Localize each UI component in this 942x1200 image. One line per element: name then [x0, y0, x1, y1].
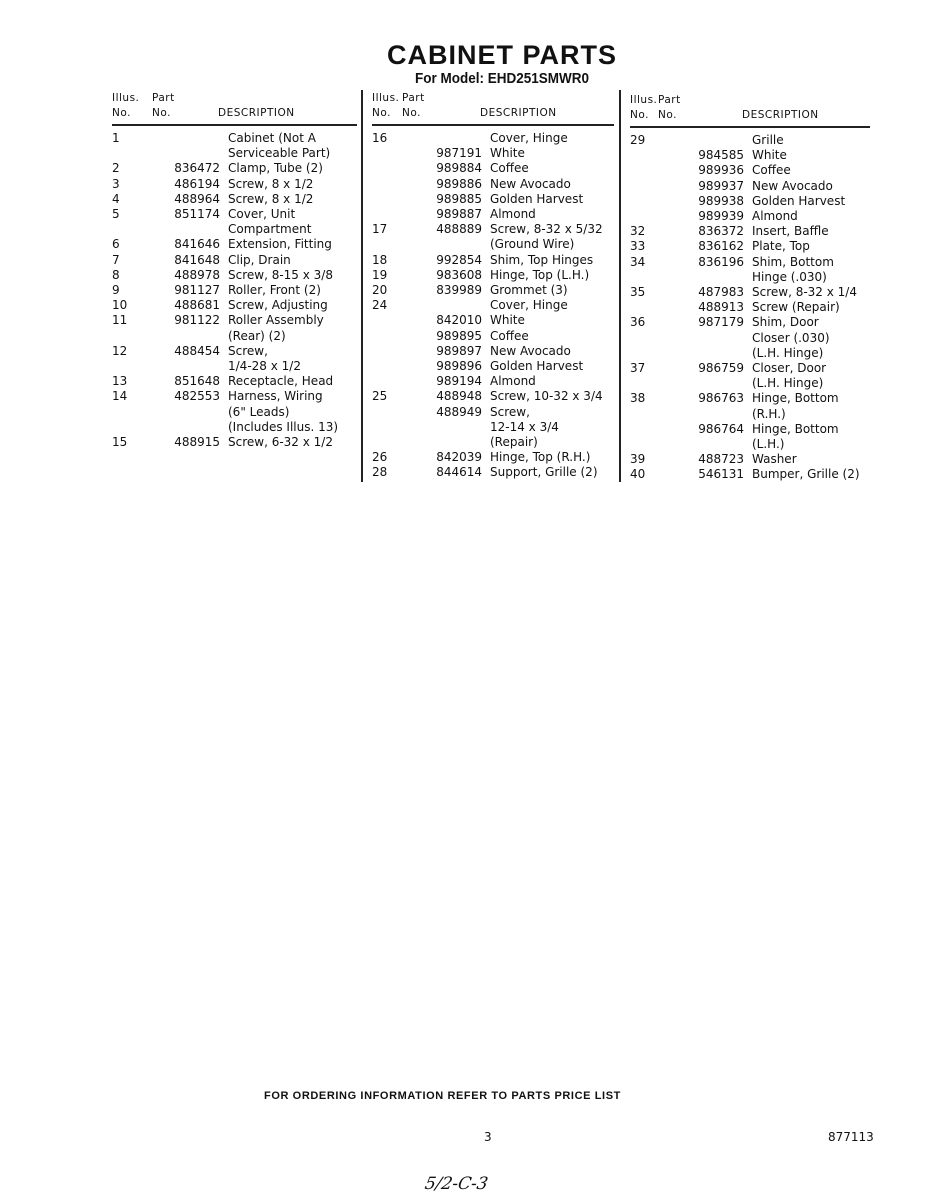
part-description: Plate, Top	[752, 239, 810, 254]
part-number	[166, 222, 228, 237]
table-row	[630, 163, 870, 178]
part-description: Screw, 8-32 x 1/4	[752, 285, 857, 300]
illus-number: 33	[630, 239, 646, 254]
header-label: DESCRIPTION	[218, 107, 295, 119]
illus-number	[372, 177, 416, 192]
column-divider	[361, 90, 363, 482]
part-description: Hinge, Top (R.H.)	[490, 450, 591, 465]
table-row	[372, 374, 614, 389]
part-description: Almond	[490, 207, 536, 222]
part-number: 841646	[174, 237, 220, 252]
table-row	[112, 237, 357, 252]
part-description: (6" Leads)	[228, 404, 290, 419]
illus-number: 26	[372, 450, 388, 465]
part-description: Cover, Hinge	[490, 131, 568, 145]
header-label: Part	[658, 94, 681, 106]
part-description: Screw,	[490, 404, 530, 419]
part-description: Cover, Unit	[228, 207, 296, 222]
illus-number	[112, 329, 166, 344]
part-number	[672, 331, 752, 346]
part-description: Shim, Door	[752, 315, 819, 330]
illus-number	[372, 207, 416, 222]
illus-number	[630, 346, 672, 361]
part-number: 844614	[436, 465, 482, 480]
table-row	[372, 465, 614, 480]
part-number: 989884	[436, 161, 482, 176]
part-number	[672, 133, 752, 148]
part-number	[672, 376, 752, 391]
model-subtitle: For Model: EHD251SMWR0	[414, 70, 590, 87]
illus-number: 15	[112, 435, 128, 450]
table-row	[630, 467, 870, 482]
part-description: White	[490, 313, 525, 328]
illus-number	[630, 300, 672, 315]
table-row	[372, 344, 614, 359]
illus-number	[630, 163, 672, 178]
part-number: 488949	[436, 404, 482, 419]
illus-number	[630, 422, 672, 437]
part-number: 487983	[698, 285, 744, 300]
part-number	[672, 270, 752, 285]
table-row	[112, 405, 357, 420]
part-number: 989938	[698, 193, 744, 208]
part-description: Golden Harvest	[752, 193, 846, 208]
table-row	[372, 435, 614, 450]
illus-number	[630, 331, 672, 346]
part-description: Insert, Baffle	[752, 224, 829, 239]
part-number: 841648	[174, 252, 220, 267]
illus-number	[372, 405, 416, 420]
part-number: 992854	[436, 252, 482, 267]
part-number: 986763	[698, 391, 744, 406]
part-description: Screw,	[228, 343, 268, 358]
table-row	[372, 253, 614, 268]
table-row	[112, 207, 357, 222]
table-row	[372, 207, 614, 222]
part-description: (R.H.)	[752, 406, 786, 421]
part-number: 836162	[698, 239, 744, 254]
part-number: 488723	[698, 452, 744, 467]
part-description: 1/4-28 x 1/2	[228, 359, 301, 374]
part-number: 488454	[174, 343, 220, 358]
table-header	[112, 92, 357, 122]
illus-number	[112, 146, 166, 161]
part-description: Screw, 8 x 1/2	[228, 191, 314, 206]
part-number: 984585	[698, 148, 744, 163]
part-description: Cabinet (Not A	[228, 131, 316, 145]
part-number: 989897	[436, 343, 482, 358]
table-row	[372, 237, 614, 252]
part-number	[672, 407, 752, 422]
illus-number: 13	[112, 374, 128, 389]
part-number	[166, 131, 228, 146]
table-row	[630, 255, 870, 270]
part-description: Coffee	[752, 163, 791, 178]
part-description: Closer (.030)	[752, 330, 830, 345]
part-number: 486194	[174, 176, 220, 191]
illus-number	[372, 329, 416, 344]
header-label: No.	[402, 107, 421, 119]
part-description: Roller, Front (2)	[228, 283, 321, 298]
illus-number	[372, 146, 416, 161]
part-number: 981122	[174, 313, 220, 328]
table-row	[372, 405, 614, 420]
table-row	[372, 192, 614, 207]
page-title: CABINET PARTS	[386, 40, 617, 70]
illus-number: 34	[630, 254, 646, 269]
table-row	[372, 222, 614, 237]
illus-number: 20	[372, 283, 388, 298]
part-description: Cover, Hinge	[490, 298, 568, 313]
document-number: 877113	[828, 1130, 874, 1144]
part-description: Shim, Top Hinges	[490, 252, 594, 267]
part-description: Extension, Fitting	[228, 237, 332, 252]
part-description: Washer	[752, 452, 797, 467]
header-label: No.	[372, 107, 391, 119]
part-number	[672, 437, 752, 452]
part-number: 989886	[436, 176, 482, 191]
table-row	[112, 420, 357, 435]
part-number: 836472	[174, 161, 220, 176]
header-label: Illus.	[372, 92, 400, 104]
part-description: Harness, Wiring	[228, 389, 323, 404]
part-number: 482553	[174, 389, 220, 404]
header-label: DESCRIPTION	[480, 107, 557, 119]
part-description: Golden Harvest	[490, 191, 584, 206]
illus-number: 19	[372, 267, 388, 282]
part-number: 989885	[436, 191, 482, 206]
header-label: No.	[152, 107, 171, 119]
table-row	[630, 376, 870, 391]
part-description: (Includes Illus. 13)	[228, 419, 339, 434]
part-description: (Rear) (2)	[228, 328, 286, 343]
illus-number: 37	[630, 361, 646, 376]
part-number	[416, 420, 490, 435]
part-number: 987191	[436, 146, 482, 161]
part-description: (L.H. Hinge)	[752, 345, 824, 360]
illus-number: 39	[630, 452, 646, 467]
table-row	[630, 224, 870, 239]
part-number: 986764	[698, 421, 744, 436]
part-description: New Avocado	[490, 343, 571, 358]
part-number: 989887	[436, 207, 482, 222]
part-number: 488681	[174, 298, 220, 313]
part-number: 983608	[436, 267, 482, 282]
illus-number: 14	[112, 389, 128, 404]
illus-number: 5	[112, 207, 120, 222]
part-number: 981127	[174, 283, 220, 298]
illus-number: 1	[112, 131, 120, 145]
ordering-note: FOR ORDERING INFORMATION REFER TO PARTS PRICE LIST	[264, 1090, 621, 1102]
illus-number	[630, 148, 672, 163]
part-number: 836196	[698, 254, 744, 269]
table-row	[630, 179, 870, 194]
illus-number	[372, 359, 416, 374]
part-description: Screw, Adjusting	[228, 298, 328, 313]
table-row	[112, 329, 357, 344]
table-row	[372, 298, 614, 313]
illus-number: 2	[112, 161, 120, 176]
part-description: Hinge (.030)	[752, 269, 827, 284]
part-number: 989936	[698, 163, 744, 178]
part-number	[166, 146, 228, 161]
part-description: (Repair)	[490, 435, 538, 450]
header-label: Illus.	[112, 92, 140, 104]
illus-number	[372, 161, 416, 176]
part-number	[166, 405, 228, 420]
header-label: Part	[152, 92, 175, 104]
part-description: Screw (Repair)	[752, 300, 840, 315]
part-number: 851648	[174, 374, 220, 389]
illus-number: 35	[630, 285, 646, 300]
illus-number: 7	[112, 252, 120, 267]
table-header	[372, 92, 614, 122]
table-row	[112, 253, 357, 268]
part-number	[416, 298, 490, 313]
illus-number: 4	[112, 191, 120, 206]
table-row	[112, 374, 357, 389]
part-number: 986759	[698, 361, 744, 376]
table-row	[112, 344, 357, 359]
part-number: 989939	[698, 209, 744, 224]
part-description: Hinge, Bottom	[752, 391, 839, 406]
part-number: 488948	[436, 389, 482, 404]
header-rule	[630, 126, 870, 128]
part-number	[416, 435, 490, 450]
part-number	[416, 131, 490, 146]
table-row	[630, 194, 870, 209]
table-row	[112, 161, 357, 176]
table-row	[112, 283, 357, 298]
table-row	[112, 359, 357, 374]
part-number: 488964	[174, 191, 220, 206]
part-description: New Avocado	[490, 176, 571, 191]
illus-number	[630, 407, 672, 422]
illus-number	[372, 313, 416, 328]
part-description: Closer, Door	[752, 361, 827, 376]
table-row	[630, 331, 870, 346]
illus-number: 10	[112, 298, 128, 313]
part-description: (Ground Wire)	[490, 237, 575, 252]
table-row	[372, 359, 614, 374]
page-number: 3	[484, 1130, 492, 1144]
part-number: 836372	[698, 224, 744, 239]
table-row	[630, 315, 870, 330]
part-number: 488889	[436, 222, 482, 237]
table-row	[630, 148, 870, 163]
illus-number	[112, 420, 166, 435]
table-row	[112, 268, 357, 283]
table-row	[630, 270, 870, 285]
table-row	[630, 361, 870, 376]
part-number: 987179	[698, 315, 744, 330]
header-label: No.	[658, 109, 677, 121]
table-row	[630, 133, 870, 148]
parts-column-1	[112, 92, 357, 450]
table-row	[630, 300, 870, 315]
illus-number: 3	[112, 176, 120, 191]
illus-number	[630, 194, 672, 209]
part-description: Clip, Drain	[228, 252, 291, 267]
illus-number	[630, 270, 672, 285]
illus-number	[372, 192, 416, 207]
part-description: Hinge, Bottom	[752, 421, 839, 436]
illus-number: 18	[372, 252, 388, 267]
illus-number: 36	[630, 315, 646, 330]
parts-column-3	[630, 94, 870, 483]
table-row	[112, 389, 357, 404]
part-description: Compartment	[228, 222, 312, 237]
header-rule	[112, 124, 357, 126]
part-description: (L.H.)	[752, 437, 785, 452]
illus-number: 12	[112, 343, 128, 358]
illus-number: 29	[630, 133, 646, 147]
part-number: 488978	[174, 267, 220, 282]
table-row	[372, 131, 614, 146]
part-description: Coffee	[490, 161, 529, 176]
part-description: Almond	[490, 374, 536, 389]
table-row	[372, 450, 614, 465]
illus-number: 16	[372, 131, 388, 145]
illus-number	[630, 437, 672, 452]
illus-number	[372, 344, 416, 359]
illus-number	[112, 359, 166, 374]
illus-number	[372, 420, 416, 435]
table-row	[112, 298, 357, 313]
table-row	[630, 407, 870, 422]
illus-number	[112, 222, 166, 237]
table-row	[372, 420, 614, 435]
part-description: Grille	[752, 133, 784, 147]
part-number	[416, 237, 490, 252]
part-description: Almond	[752, 209, 798, 224]
illus-number: 32	[630, 224, 646, 239]
table-row	[372, 146, 614, 161]
part-number	[672, 346, 752, 361]
illus-number: 40	[630, 467, 646, 482]
part-number: 989194	[436, 374, 482, 389]
table-row	[112, 313, 357, 328]
illus-number: 9	[112, 283, 120, 298]
part-description: Coffee	[490, 328, 529, 343]
illus-number	[372, 374, 416, 389]
part-description: Screw, 10-32 x 3/4	[490, 389, 603, 404]
part-number: 546131	[698, 467, 744, 482]
parts-column-2	[372, 92, 614, 481]
header-rule	[372, 124, 614, 126]
part-description: (L.H. Hinge)	[752, 376, 824, 391]
part-description: Bumper, Grille (2)	[752, 467, 860, 482]
part-description: Screw, 8 x 1/2	[228, 176, 314, 191]
illus-number	[630, 179, 672, 194]
handwritten-note: 5/2-C-3	[423, 1174, 490, 1194]
table-row	[372, 161, 614, 176]
illus-number	[630, 376, 672, 391]
header-label: Part	[402, 92, 425, 104]
table-row	[372, 283, 614, 298]
illus-number: 28	[372, 465, 388, 480]
part-description: Screw, 6-32 x 1/2	[228, 435, 333, 450]
part-description: Clamp, Tube (2)	[228, 161, 323, 176]
illus-number	[372, 237, 416, 252]
table-row	[630, 346, 870, 361]
part-description: Roller Assembly	[228, 313, 324, 328]
table-row	[372, 389, 614, 404]
table-row	[112, 192, 357, 207]
part-description: Screw, 8-15 x 3/8	[228, 267, 333, 282]
illus-number: 24	[372, 298, 388, 313]
illus-number	[372, 435, 416, 450]
table-header	[630, 94, 870, 124]
illus-number	[630, 209, 672, 224]
part-number: 842039	[436, 450, 482, 465]
table-row	[630, 422, 870, 437]
part-number: 851174	[174, 207, 220, 222]
part-description: Golden Harvest	[490, 359, 584, 374]
illus-number: 17	[372, 222, 388, 237]
part-description: White	[490, 146, 525, 161]
table-row	[372, 329, 614, 344]
illus-number: 8	[112, 267, 120, 282]
table-row	[630, 437, 870, 452]
part-description: Serviceable Part)	[228, 146, 331, 161]
part-description: New Avocado	[752, 178, 833, 193]
illus-number	[112, 405, 166, 420]
part-number	[166, 329, 228, 344]
part-description: White	[752, 148, 787, 163]
table-row	[630, 285, 870, 300]
part-description: Shim, Bottom	[752, 254, 834, 269]
part-number	[166, 420, 228, 435]
illus-number: 38	[630, 391, 646, 406]
part-number	[166, 359, 228, 374]
table-row	[372, 177, 614, 192]
table-row	[112, 131, 357, 146]
part-description: Screw, 8-32 x 5/32	[490, 222, 603, 237]
table-row	[372, 313, 614, 328]
header-label: DESCRIPTION	[742, 109, 819, 121]
table-row	[630, 239, 870, 254]
table-row	[112, 146, 357, 161]
part-description: Support, Grille (2)	[490, 465, 598, 480]
table-row	[630, 452, 870, 467]
illus-number: 11	[112, 313, 128, 328]
part-number: 488913	[698, 300, 744, 315]
part-description: Receptacle, Head	[228, 374, 334, 389]
illus-number: 6	[112, 237, 120, 252]
table-row	[630, 391, 870, 406]
part-description: Hinge, Top (L.H.)	[490, 267, 590, 282]
header-label: No.	[112, 107, 131, 119]
table-row	[372, 268, 614, 283]
table-row	[112, 435, 357, 450]
part-number: 989937	[698, 178, 744, 193]
part-number: 839989	[436, 283, 482, 298]
header-label: Illus.	[630, 94, 658, 106]
part-description: Grommet (3)	[490, 283, 568, 298]
part-description: 12-14 x 3/4	[490, 419, 559, 434]
part-number: 488915	[174, 435, 220, 450]
part-number: 989896	[436, 359, 482, 374]
part-number: 989895	[436, 328, 482, 343]
illus-number: 25	[372, 389, 388, 404]
header-label: No.	[630, 109, 649, 121]
table-row	[112, 177, 357, 192]
table-row	[630, 209, 870, 224]
part-number: 842010	[436, 313, 482, 328]
table-row	[112, 222, 357, 237]
